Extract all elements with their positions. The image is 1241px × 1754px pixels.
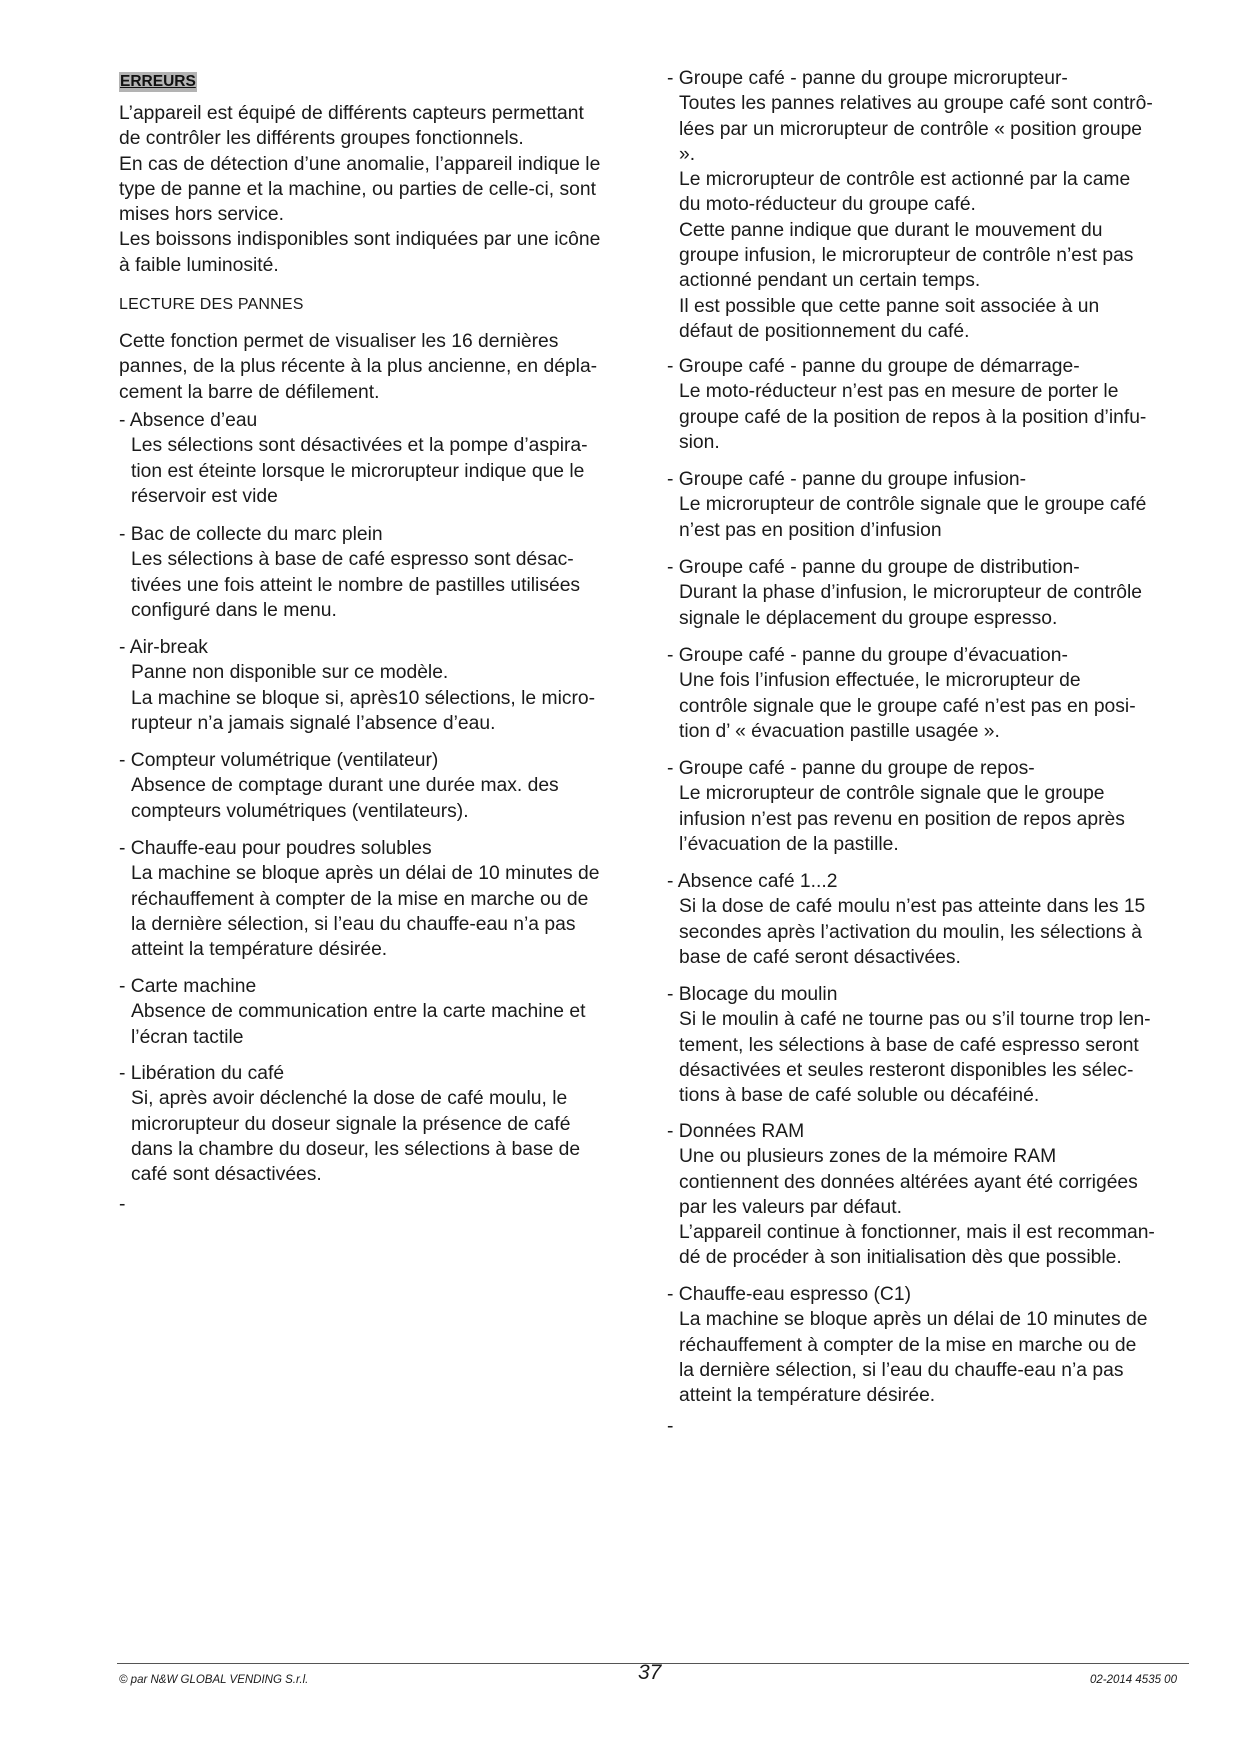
fault-entry [119, 836, 639, 962]
description-line: infusion n’est pas revenu en position de repos après [679, 808, 1125, 830]
fault-entry [667, 1282, 1195, 1408]
fault-description [119, 861, 639, 962]
intro-line: à faible luminosité. [119, 254, 279, 276]
description-line: microrupteur du doseur signale la présence de café [131, 1113, 571, 1135]
intro-line: type de panne et la machine, ou parties de celle-ci, sont [119, 178, 596, 200]
fault-entry [119, 974, 639, 1050]
description-line: n’est pas en position d’infusion [679, 519, 942, 541]
fault-description [119, 547, 639, 623]
fault-description [667, 894, 1195, 970]
fault-title: - Absence d’eau [119, 410, 258, 431]
description-line: atteint la température désirée. [679, 1385, 936, 1407]
description-line: Il est possible que cette panne soit associée à un [679, 295, 1100, 317]
fault-title: - Chauffe-eau espresso (C1) [667, 1284, 911, 1305]
description-line: Toutes les pannes relatives au groupe café sont contrô- [679, 93, 1153, 115]
fault-entry [667, 756, 1195, 857]
description-line: Le moto-réducteur n’est pas en mesure de porter le [679, 381, 1119, 403]
description-line: Panne non disponible sur ce modèle. [131, 662, 449, 684]
intro-line: L’appareil est équipé de différents capteurs permettant [119, 103, 584, 124]
fault-title: - Groupe café - panne du groupe infusion- [667, 469, 1027, 490]
fault-entry [667, 66, 1195, 344]
description-line: Une ou plusieurs zones de la mémoire RAM [679, 1146, 1057, 1168]
description-line: actionné pendant un certain temps. [679, 270, 981, 292]
description-line: groupe café de la position de repos à la position d’infu- [679, 406, 1147, 428]
description-line: réchauffement à compter de la mise en marche ou de [679, 1334, 1137, 1356]
footer-copyright: © par N&W GLOBAL VENDING S.r.l. [119, 1674, 309, 1686]
description-line: La machine se bloque après un délai de 10 minutes de [131, 863, 600, 885]
fault-title: - Compteur volumétrique (ventilateur) [119, 750, 439, 771]
footer-doc-code: 02-2014 4535 00 [1090, 1674, 1177, 1686]
fault-title: - Chauffe-eau pour poudres solubles [119, 838, 432, 859]
intro-paragraph [119, 101, 600, 278]
intro-line: de contrôler les différents groupes fonctionnels. [119, 128, 524, 150]
fault-title: - Air-break [119, 637, 208, 658]
fault-description [119, 433, 639, 509]
description-line: Une fois l’infusion effectuée, le microrupteur de [679, 670, 1081, 692]
fault-title: - Groupe café - panne du groupe de repos- [667, 758, 1035, 779]
description-line: sion. [679, 431, 720, 453]
fault-entry [119, 635, 639, 736]
description-line: Si la dose de café moulu n’est pas atteinte dans les 15 [679, 896, 1146, 918]
fault-description [667, 1307, 1195, 1408]
fault-description [667, 91, 1195, 344]
fault-title: - Groupe café - panne du groupe microrupteur- [667, 68, 1068, 89]
fault-title: - Bac de collecte du marc plein [119, 524, 383, 545]
description-line: la dernière sélection, si l’eau du chauffe-eau n’a pas [679, 1359, 1124, 1381]
description-line: défaut de positionnement du café. [679, 320, 970, 342]
fault-description [119, 773, 639, 824]
description-line: Si le moulin à café ne tourne pas ou s’il tourne trop len- [679, 1009, 1151, 1031]
fault-entry [119, 1061, 639, 1187]
description-line: Le microrupteur de contrôle est actionné par la came [679, 169, 1131, 191]
description-line: configuré dans le menu. [131, 599, 337, 621]
subheading: LECTURE DES PANNES [119, 296, 304, 313]
fault-entry [667, 467, 1195, 543]
lecture-line: Cette fonction permet de visualiser les 16 dernières [119, 331, 559, 352]
description-line: secondes après l’activation du moulin, les sélections à [679, 921, 1143, 943]
description-line: Cette panne indique que durant le mouvement du [679, 219, 1103, 241]
fault-entry [119, 408, 639, 509]
description-line: Les sélections à base de café espresso sont désac- [131, 549, 574, 571]
description-line: l’évacuation de la pastille. [679, 833, 899, 855]
fault-description [667, 781, 1195, 857]
fault-title: - Absence café 1...2 [667, 871, 838, 892]
intro-line: En cas de détection d’une anomalie, l’appareil indique le [119, 153, 601, 175]
fault-entry [119, 522, 639, 623]
description-line: contiennent des données altérées ayant été corrigées [679, 1171, 1138, 1193]
description-line: Le microrupteur de contrôle signale que le groupe [679, 783, 1105, 805]
description-line: contrôle signale que le groupe café n’est pas en posi- [679, 695, 1136, 717]
fault-title: - Données RAM [667, 1121, 805, 1142]
fault-title: - Groupe café - panne du groupe d’évacuation- [667, 645, 1068, 666]
description-line: désactivées et seules resteront disponibles les sélec- [679, 1059, 1134, 1081]
description-line: dans la chambre du doseur, les sélections à base de [131, 1138, 581, 1160]
description-line: réservoir est vide [131, 485, 278, 507]
intro-line: Les boissons indisponibles sont indiquées par une icône [119, 229, 601, 251]
description-line: ». [679, 143, 696, 165]
lecture-line: pannes, de la plus récente à la plus ancienne, en dépla- [119, 356, 598, 378]
description-line: tions à base de café soluble ou décaféiné. [679, 1085, 1040, 1107]
fault-description [667, 580, 1195, 631]
description-line: Absence de comptage durant une durée max. des [131, 775, 559, 797]
fault-description [667, 1144, 1195, 1270]
fault-entry [667, 354, 1195, 455]
description-line: Le microrupteur de contrôle signale que le groupe café [679, 494, 1147, 516]
description-line: atteint la température désirée. [131, 939, 388, 961]
description-line: Absence de communication entre la carte machine et [131, 1001, 586, 1023]
fault-description [667, 668, 1195, 744]
description-line: dé de procéder à son initialisation dès que possible. [679, 1247, 1122, 1269]
section-heading: ERREURS [120, 73, 196, 90]
description-line: l’écran tactile [131, 1026, 244, 1048]
trailing-dash: - [667, 1416, 674, 1437]
fault-entry [667, 869, 1195, 970]
fault-entry [119, 748, 639, 824]
fault-description [667, 379, 1195, 455]
description-line: Si, après avoir déclenché la dose de café moulu, le [131, 1088, 568, 1110]
description-line: tivées une fois atteint le nombre de pastilles utilisées [131, 574, 581, 596]
description-line: compteurs volumétriques (ventilateurs). [131, 800, 469, 822]
page-number: 37 [638, 1661, 662, 1684]
description-line: la dernière sélection, si l’eau du chauffe-eau n’a pas [131, 913, 576, 935]
description-line: groupe infusion, le microrupteur de contrôle n’est pas [679, 245, 1134, 267]
description-line: par les valeurs par défaut. [679, 1196, 902, 1218]
description-line: Les sélections sont désactivées et la pompe d’aspira- [131, 435, 588, 457]
description-line: tement, les sélections à base de café espresso seront [679, 1034, 1139, 1056]
intro-line: mises hors service. [119, 204, 285, 226]
fault-description [667, 1007, 1195, 1108]
fault-title: - Groupe café - panne du groupe de démarrage- [667, 356, 1080, 377]
description-line: du moto-réducteur du groupe café. [679, 194, 976, 216]
description-line: La machine se bloque si, après10 sélections, le micro- [131, 687, 596, 709]
fault-description [667, 492, 1195, 543]
fault-title: - Blocage du moulin [667, 984, 838, 1005]
description-line: base de café seront désactivées. [679, 946, 961, 968]
fault-entry [667, 1119, 1195, 1271]
lecture-line: cement la barre de défilement. [119, 381, 380, 403]
description-line: tion d’ « évacuation pastille usagée ». [679, 720, 1000, 742]
fault-description [119, 999, 639, 1050]
fault-title: - Carte machine [119, 976, 257, 997]
fault-title: - Libération du café [119, 1063, 285, 1084]
description-line: café sont désactivées. [131, 1164, 322, 1186]
description-line: rupteur n’a jamais signalé l’absence d’eau. [131, 712, 496, 734]
description-line: signale le déplacement du groupe espresso. [679, 607, 1058, 629]
description-line: lées par un microrupteur de contrôle « position groupe [679, 118, 1143, 140]
fault-entry [667, 643, 1195, 744]
description-line: tion est éteinte lorsque le microrupteur indique que le [131, 460, 585, 482]
description-line: L’appareil continue à fonctionner, mais il est recomman- [679, 1222, 1155, 1244]
fault-entry [667, 982, 1195, 1108]
description-line: La machine se bloque après un délai de 10 minutes de [679, 1309, 1148, 1331]
description-line: réchauffement à compter de la mise en marche ou de [131, 888, 589, 910]
trailing-dash: - [119, 1194, 126, 1215]
fault-description [119, 660, 639, 736]
lecture-paragraph [119, 329, 597, 405]
fault-entry [667, 555, 1195, 631]
fault-description [119, 1086, 639, 1187]
description-line: Durant la phase d’infusion, le microrupteur de contrôle [679, 582, 1143, 604]
fault-title: - Groupe café - panne du groupe de distribution- [667, 557, 1080, 578]
